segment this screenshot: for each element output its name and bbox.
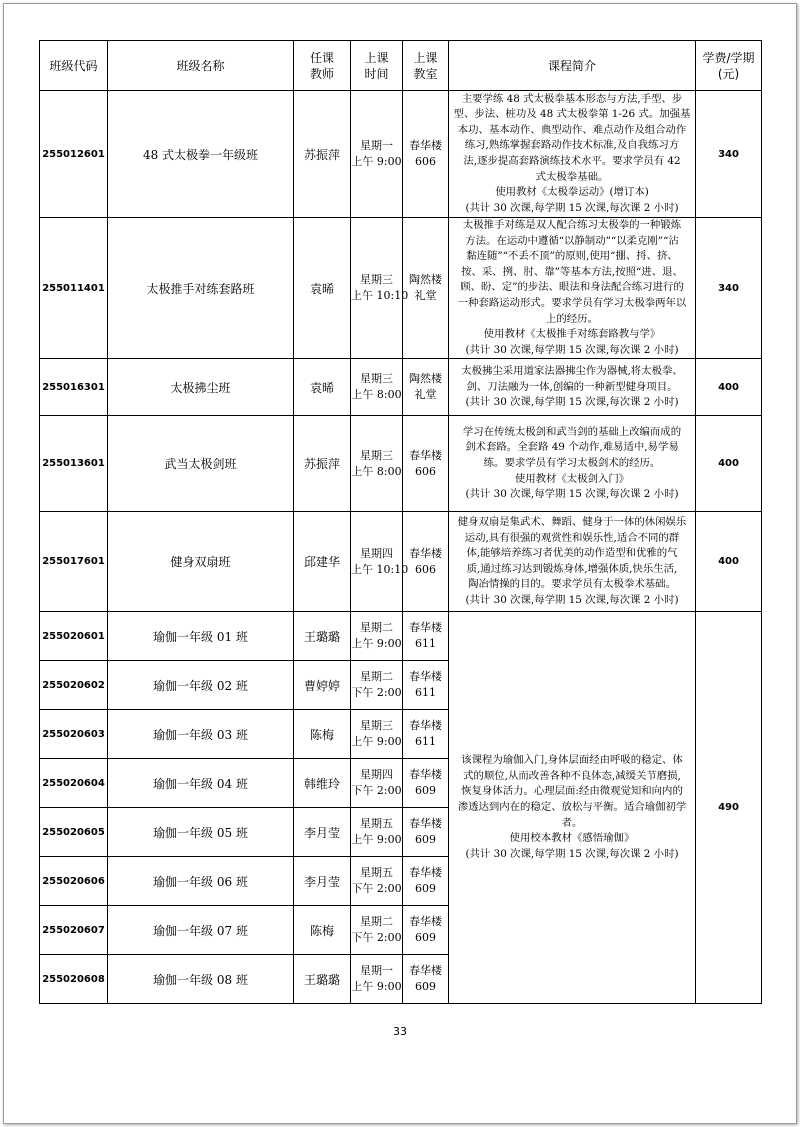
class-code: 255020606	[40, 857, 108, 906]
course-description: 太极推手对练是双人配合练习太极拳的一种锻炼 方法。在运动中遵循“以静制动”“以柔克刚”“沾 黏连随”“不丢不顶”的原则,使用“掤、捋、挤、 按、采、挒、肘、靠”等基本方法,按照“进、退、 顾、盼、定”的步法、眼法和身法配合练习进行的 一种套路运动形式。要求学员有学习太极拳两年以 上的经历。 使用教材《太极推手对练套路教与学》 (共计 30 次课,每学期 15 次课,每次课 2 小时)	[449, 218, 696, 359]
teacher-name: 王璐璐	[294, 612, 351, 661]
class-time: 星期二 下午 2:00	[351, 906, 403, 955]
class-name: 健身双扇班	[108, 512, 294, 612]
header-name: 班级名称	[108, 41, 294, 91]
class-code: 255017601	[40, 512, 108, 612]
header-time: 上课 时间	[351, 41, 403, 91]
classroom: 春华楼 606	[403, 416, 449, 512]
teacher-name: 邱建华	[294, 512, 351, 612]
class-code: 255020607	[40, 906, 108, 955]
class-code: 255013601	[40, 416, 108, 512]
class-time: 星期三 上午 8:00	[351, 359, 403, 416]
class-name: 太极推手对练套路班	[108, 218, 294, 359]
classroom: 春华楼 606	[403, 91, 449, 218]
teacher-name: 李月莹	[294, 808, 351, 857]
class-time: 星期五 下午 2:00	[351, 857, 403, 906]
class-name: 瑜伽一年级 02 班	[108, 661, 294, 710]
teacher-name: 陈梅	[294, 906, 351, 955]
teacher-name: 袁晞	[294, 218, 351, 359]
class-name: 瑜伽一年级 04 班	[108, 759, 294, 808]
table-row	[40, 612, 762, 661]
class-time: 星期三 上午 8:00	[351, 416, 403, 512]
class-name: 瑜伽一年级 05 班	[108, 808, 294, 857]
class-time: 星期二 上午 9:00	[351, 612, 403, 661]
classroom: 春华楼 609	[403, 955, 449, 1004]
teacher-name: 苏振萍	[294, 416, 351, 512]
page-number: 33	[393, 1025, 407, 1038]
class-name: 瑜伽一年级 08 班	[108, 955, 294, 1004]
class-name: 瑜伽一年级 03 班	[108, 710, 294, 759]
teacher-name: 苏振萍	[294, 91, 351, 218]
class-code: 255020605	[40, 808, 108, 857]
classroom: 春华楼 611	[403, 710, 449, 759]
classroom: 陶然楼 礼堂	[403, 218, 449, 359]
classroom: 春华楼 609	[403, 808, 449, 857]
tuition-fee: 400	[696, 359, 762, 416]
header-fee: 学费/学期 (元)	[696, 41, 762, 91]
tuition-fee: 340	[696, 218, 762, 359]
classroom: 春华楼 609	[403, 906, 449, 955]
header-desc: 课程简介	[449, 41, 696, 91]
class-name: 瑜伽一年级 01 班	[108, 612, 294, 661]
class-time: 星期四 下午 2:00	[351, 759, 403, 808]
teacher-name: 曹婷婷	[294, 661, 351, 710]
class-name: 太极拂尘班	[108, 359, 294, 416]
table-row	[40, 91, 762, 218]
class-code: 255020608	[40, 955, 108, 1004]
course-table	[39, 40, 762, 1004]
class-time: 星期二 下午 2:00	[351, 661, 403, 710]
class-code: 255016301	[40, 359, 108, 416]
class-time: 星期一 上午 9:00	[351, 955, 403, 1004]
table-row	[40, 416, 762, 512]
class-code: 255020602	[40, 661, 108, 710]
table-row	[40, 512, 762, 612]
tuition-fee: 340	[696, 91, 762, 218]
class-time: 星期一 上午 9:00	[351, 91, 403, 218]
header-row	[40, 41, 762, 91]
teacher-name: 袁晞	[294, 359, 351, 416]
class-name: 瑜伽一年级 07 班	[108, 906, 294, 955]
table-row	[40, 359, 762, 416]
teacher-name: 王璐璐	[294, 955, 351, 1004]
course-description: 太极拂尘采用道家法器拂尘作为器械,将太极拳、 剑、刀法融为一体,创编的一种新型健身项目。 (共计 30 次课,每学期 15 次课,每次课 2 小时)	[449, 359, 696, 416]
class-time: 星期三 上午 10:10	[351, 218, 403, 359]
classroom: 春华楼 611	[403, 612, 449, 661]
class-code: 255012601	[40, 91, 108, 218]
class-time: 星期三 上午 9:00	[351, 710, 403, 759]
header-code: 班级代码	[40, 41, 108, 91]
tuition-fee: 400	[696, 512, 762, 612]
classroom: 春华楼 609	[403, 857, 449, 906]
class-name: 武当太极剑班	[108, 416, 294, 512]
classroom: 春华楼 609	[403, 759, 449, 808]
tuition-fee: 400	[696, 416, 762, 512]
classroom: 陶然楼 礼堂	[403, 359, 449, 416]
course-description: 学习在传统太极剑和武当剑的基础上改编而成的 剑术套路。全套路 49 个动作,难易适中,易学易 练。要求学员有学习太极剑术的经历。 使用教材《太极剑入门》 (共计 30 次课,每学期 15 次课,每次课 2 小时)	[449, 416, 696, 512]
teacher-name: 韩维玲	[294, 759, 351, 808]
tuition-fee: 490	[696, 612, 762, 1004]
course-description: 健身双扇是集武术、舞蹈、健身于一体的休闲娱乐 运动,具有很强的观赏性和娱乐性,适合不同的群 体,能够培养练习者优美的动作造型和优雅的气 质,通过练习达到锻炼身体,增强体质,快乐生活, 陶冶情操的目的。要求学员有太极拳术基础。 (共计 30 次课,每学期 15 次课,每次课 2 小时)	[449, 512, 696, 612]
class-name: 瑜伽一年级 06 班	[108, 857, 294, 906]
classroom: 春华楼 611	[403, 661, 449, 710]
class-code: 255011401	[40, 218, 108, 359]
teacher-name: 李月莹	[294, 857, 351, 906]
course-description: 该课程为瑜伽入门,身体层面经由呼吸的稳定、体 式的顺位,从而改善各种不良体态,减缓关节磨损, 恢复身体活力。心理层面:经由微观觉知和向内的 渗透达到内在的稳定、放松与平衡。适合瑜伽初学 者。 使用校本教材《感悟瑜伽》 (共计 30 次课,每学期 15 次课,每次课 2 小时)	[449, 612, 696, 1004]
header-teacher: 任课 教师	[294, 41, 351, 91]
classroom: 春华楼 606	[403, 512, 449, 612]
class-time: 星期四 上午 10:10	[351, 512, 403, 612]
class-code: 255020601	[40, 612, 108, 661]
course-description: 主要学练 48 式太极拳基本形态与方法,手型、步 型、步法、桩功及 48 式太极拳第 1-26 式。加强基 本功、基本动作、典型动作、难点动作及组合动作 练习,熟练掌握套路动作技术标准,及自我练习方 法,逐步提高套路演练技术水平。要求学员有 42 式太极拳基础。 使用教材《太极拳运动》(增订本) (共计 30 次课,每学期 15 次课,每次课 2 小时)	[449, 91, 696, 218]
class-name: 48 式太极拳一年级班	[108, 91, 294, 218]
class-code: 255020603	[40, 710, 108, 759]
teacher-name: 陈梅	[294, 710, 351, 759]
table-row	[40, 218, 762, 359]
class-code: 255020604	[40, 759, 108, 808]
class-time: 星期五 上午 9:00	[351, 808, 403, 857]
header-room: 上课 教室	[403, 41, 449, 91]
